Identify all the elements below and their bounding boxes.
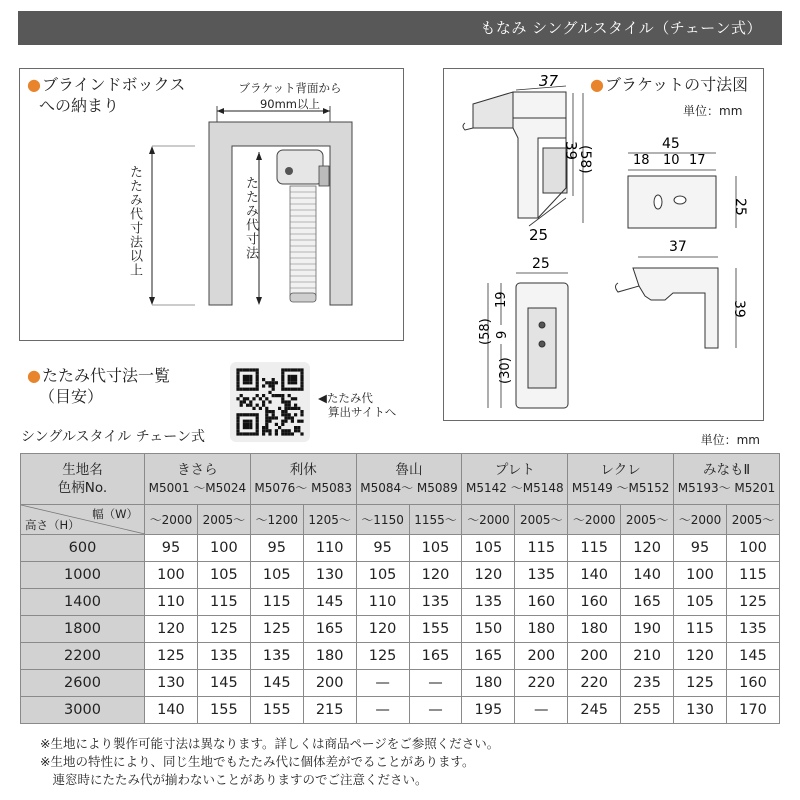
width-range: ～2000 [674, 505, 727, 535]
stack-value-cell: 125 [726, 589, 779, 616]
qr-code-icon[interactable] [230, 362, 310, 442]
corner-diagonal-cell [21, 505, 145, 535]
stack-value-cell: 115 [726, 562, 779, 589]
stack-value-cell: 180 [515, 616, 568, 643]
width-range: ～1150 [356, 505, 409, 535]
dim-back-30: (30) [498, 357, 513, 384]
note-line: ※生地により製作可能寸法は異なります。詳しくは商品ページをご参照ください。 [40, 736, 500, 751]
stack-value-cell: 120 [356, 616, 409, 643]
stack-value-cell: 105 [197, 562, 250, 589]
table-row [21, 643, 780, 670]
fabric-header: 魯山 M5084～ M5089 [356, 454, 462, 505]
dim-front-c: 17 [689, 153, 706, 168]
stack-value-cell: 145 [303, 589, 356, 616]
stack-size-table [20, 453, 780, 724]
inner-dimension-label: たたみ代寸法 [243, 176, 258, 260]
stack-title-line1: たたみ代寸法一覧 [41, 366, 170, 385]
bracket-unit: 単位：mm [683, 104, 743, 118]
stack-value-cell: 125 [356, 643, 409, 670]
corner-line2: 色柄No. [57, 480, 108, 496]
stack-value-cell: 110 [356, 589, 409, 616]
dim-side-height: 39 [562, 141, 580, 161]
dim-front-height: 25 [732, 198, 748, 216]
stack-value-cell: 135 [726, 616, 779, 643]
outer-dimension-label: たたみ代寸法以上 [127, 165, 142, 277]
stack-value-cell: 170 [726, 697, 779, 724]
stack-value-cell: 200 [568, 643, 621, 670]
stack-value-cell: 165 [303, 616, 356, 643]
dim-side-total: (58) [577, 145, 593, 174]
stack-title [27, 365, 170, 407]
blind-box-title-line1: ブラインドボックス [41, 75, 186, 94]
stack-value-cell: 95 [356, 535, 409, 562]
stack-value-cell: 115 [568, 535, 621, 562]
stack-value-cell: 125 [145, 643, 198, 670]
bracket-note-line2: 90mm以上 [259, 97, 321, 111]
stack-value-cell: 100 [197, 535, 250, 562]
fabric-header: きさら M5001 ～M5024 [145, 454, 251, 505]
stack-value-cell: 160 [515, 589, 568, 616]
table-unit: 単位：mm [700, 433, 760, 447]
stack-value-cell: 130 [145, 670, 198, 697]
stack-value-cell: 165 [409, 643, 462, 670]
height-cell: 2200 [21, 643, 145, 670]
table-row [21, 589, 780, 616]
width-header-row [21, 505, 780, 535]
bullet-icon: ● [27, 75, 41, 94]
stack-value-cell: 155 [409, 616, 462, 643]
note-line: 連窓時にたたみ代が揃わないことがありますのでご注意ください。 [40, 772, 428, 787]
stack-title-line2: （目安） [39, 387, 104, 406]
table-row [21, 535, 780, 562]
stack-value-cell: 125 [250, 616, 303, 643]
corner-line1: 生地名 [62, 462, 103, 478]
stack-value-cell: — [356, 697, 409, 724]
stack-value-cell: 105 [674, 589, 727, 616]
stack-value-cell: 180 [462, 670, 515, 697]
stack-value-cell: 100 [674, 562, 727, 589]
stack-value-cell: 145 [726, 643, 779, 670]
dim-top-width: 37 [539, 72, 559, 90]
width-range: 1205～ [303, 505, 356, 535]
dim-profile-width: 37 [669, 239, 687, 255]
stack-value-cell: 120 [409, 562, 462, 589]
stack-value-cell: 95 [250, 535, 303, 562]
stack-value-cell: 105 [356, 562, 409, 589]
stack-value-cell: 150 [462, 616, 515, 643]
stack-value-cell: 180 [568, 616, 621, 643]
stack-value-cell: 110 [303, 535, 356, 562]
fabric-header: レクレ M5149 ～M5152 [568, 454, 674, 505]
stack-value-cell: 245 [568, 697, 621, 724]
height-cell: 3000 [21, 697, 145, 724]
corner-height-label: 高さ（H） [25, 518, 80, 532]
stack-value-cell: 125 [674, 670, 727, 697]
fabric-header: みなもⅡ M5193～ M5201 [674, 454, 780, 505]
height-cell: 1000 [21, 562, 145, 589]
stack-value-cell: 210 [621, 643, 674, 670]
page-title: もなみ シングルスタイル（チェーン式） [480, 19, 762, 37]
stack-value-cell: — [409, 697, 462, 724]
blind-box-title-line2: への納まり [39, 96, 120, 115]
width-range: ～2000 [145, 505, 198, 535]
stack-value-cell: 120 [674, 643, 727, 670]
stack-value-cell: 145 [250, 670, 303, 697]
width-range: 2005～ [621, 505, 674, 535]
stack-value-cell: 145 [197, 670, 250, 697]
fabric-header: 利休 M5076～ M5083 [250, 454, 356, 505]
stack-value-cell: 115 [515, 535, 568, 562]
dim-back-total: (58) [478, 318, 493, 345]
bracket-note-line1: ブラケット背面から [238, 81, 342, 95]
width-range: ～2000 [568, 505, 621, 535]
stack-value-cell: 140 [568, 562, 621, 589]
stack-value-cell: 100 [145, 562, 198, 589]
stack-value-cell: 130 [303, 562, 356, 589]
stack-value-cell: 110 [145, 589, 198, 616]
stack-value-cell: 135 [197, 643, 250, 670]
dim-bottom-depth: 25 [529, 226, 549, 244]
height-cell: 600 [21, 535, 145, 562]
height-cell: 1400 [21, 589, 145, 616]
stack-value-cell: 130 [674, 697, 727, 724]
width-range: 2005～ [515, 505, 568, 535]
width-range: 1155～ [409, 505, 462, 535]
stack-value-cell: — [409, 670, 462, 697]
width-range: ～2000 [462, 505, 515, 535]
stack-value-cell: 135 [462, 589, 515, 616]
table-row [21, 670, 780, 697]
dim-profile-height: 39 [731, 300, 747, 318]
stack-value-cell: 190 [621, 616, 674, 643]
stack-value-cell: 120 [145, 616, 198, 643]
dim-back-19: 19 [494, 291, 509, 308]
width-range: 2005～ [197, 505, 250, 535]
stack-value-cell: 160 [726, 670, 779, 697]
stack-value-cell: — [356, 670, 409, 697]
stack-value-cell: 195 [462, 697, 515, 724]
stack-value-cell: — [515, 697, 568, 724]
stack-value-cell: 165 [462, 643, 515, 670]
corner-width-label: 幅（W） [92, 507, 138, 521]
stack-value-cell: 100 [726, 535, 779, 562]
table-row [21, 697, 780, 724]
stack-value-cell: 180 [303, 643, 356, 670]
bracket-diagram [443, 68, 762, 419]
height-cell: 2600 [21, 670, 145, 697]
width-range: ～1200 [250, 505, 303, 535]
stack-value-cell: 115 [674, 616, 727, 643]
arrow-left-icon: ◀ [318, 391, 327, 405]
stack-value-cell: 165 [621, 589, 674, 616]
qr-note-line2: 算出サイトへ [328, 405, 397, 419]
dim-front-b: 10 [663, 153, 680, 168]
stack-value-cell: 120 [462, 562, 515, 589]
stack-value-cell: 105 [409, 535, 462, 562]
stack-value-cell: 215 [303, 697, 356, 724]
stack-value-cell: 105 [250, 562, 303, 589]
dim-back-9: 9 [495, 330, 510, 339]
stack-value-cell: 155 [197, 697, 250, 724]
stack-value-cell: 115 [250, 589, 303, 616]
stack-value-cell: 95 [674, 535, 727, 562]
stack-value-cell: 235 [621, 670, 674, 697]
table-row [21, 562, 780, 589]
width-range: 2005～ [726, 505, 779, 535]
bullet-icon: ● [27, 366, 41, 385]
stack-value-cell: 220 [568, 670, 621, 697]
stack-value-cell: 140 [621, 562, 674, 589]
stack-value-cell: 135 [515, 562, 568, 589]
stack-value-cell: 120 [621, 535, 674, 562]
blind-box-diagram [19, 68, 402, 339]
stack-value-cell: 255 [621, 697, 674, 724]
stack-value-cell: 200 [515, 643, 568, 670]
height-cell: 1800 [21, 616, 145, 643]
dim-front-width: 45 [662, 136, 680, 152]
bracket-title-text: ブラケットの寸法図 [604, 75, 749, 94]
dim-back-width: 25 [532, 256, 550, 272]
stack-value-cell: 220 [515, 670, 568, 697]
stack-value-cell: 155 [250, 697, 303, 724]
stack-value-cell: 135 [409, 589, 462, 616]
qr-note-line1: たたみ代 [326, 391, 373, 405]
stack-value-cell: 115 [197, 589, 250, 616]
bullet-icon: ● [590, 75, 604, 94]
stack-value-cell: 135 [250, 643, 303, 670]
stack-value-cell: 95 [145, 535, 198, 562]
stack-value-cell: 160 [568, 589, 621, 616]
table-subtitle: シングルスタイル チェーン式 [21, 429, 205, 445]
qr-note [318, 391, 396, 419]
table-row [21, 616, 780, 643]
stack-value-cell: 105 [462, 535, 515, 562]
note-line: ※生地の特性により、同じ生地でもたたみ代に個体差がでることがあります。 [40, 754, 475, 769]
fabric-header: プレト M5142 ～M5148 [462, 454, 568, 505]
stack-value-cell: 125 [197, 616, 250, 643]
corner-cell [21, 454, 145, 505]
notes [40, 735, 499, 789]
stack-value-cell: 200 [303, 670, 356, 697]
dim-front-a: 18 [633, 153, 650, 168]
stack-value-cell: 140 [145, 697, 198, 724]
fabric-header-row [21, 454, 780, 505]
